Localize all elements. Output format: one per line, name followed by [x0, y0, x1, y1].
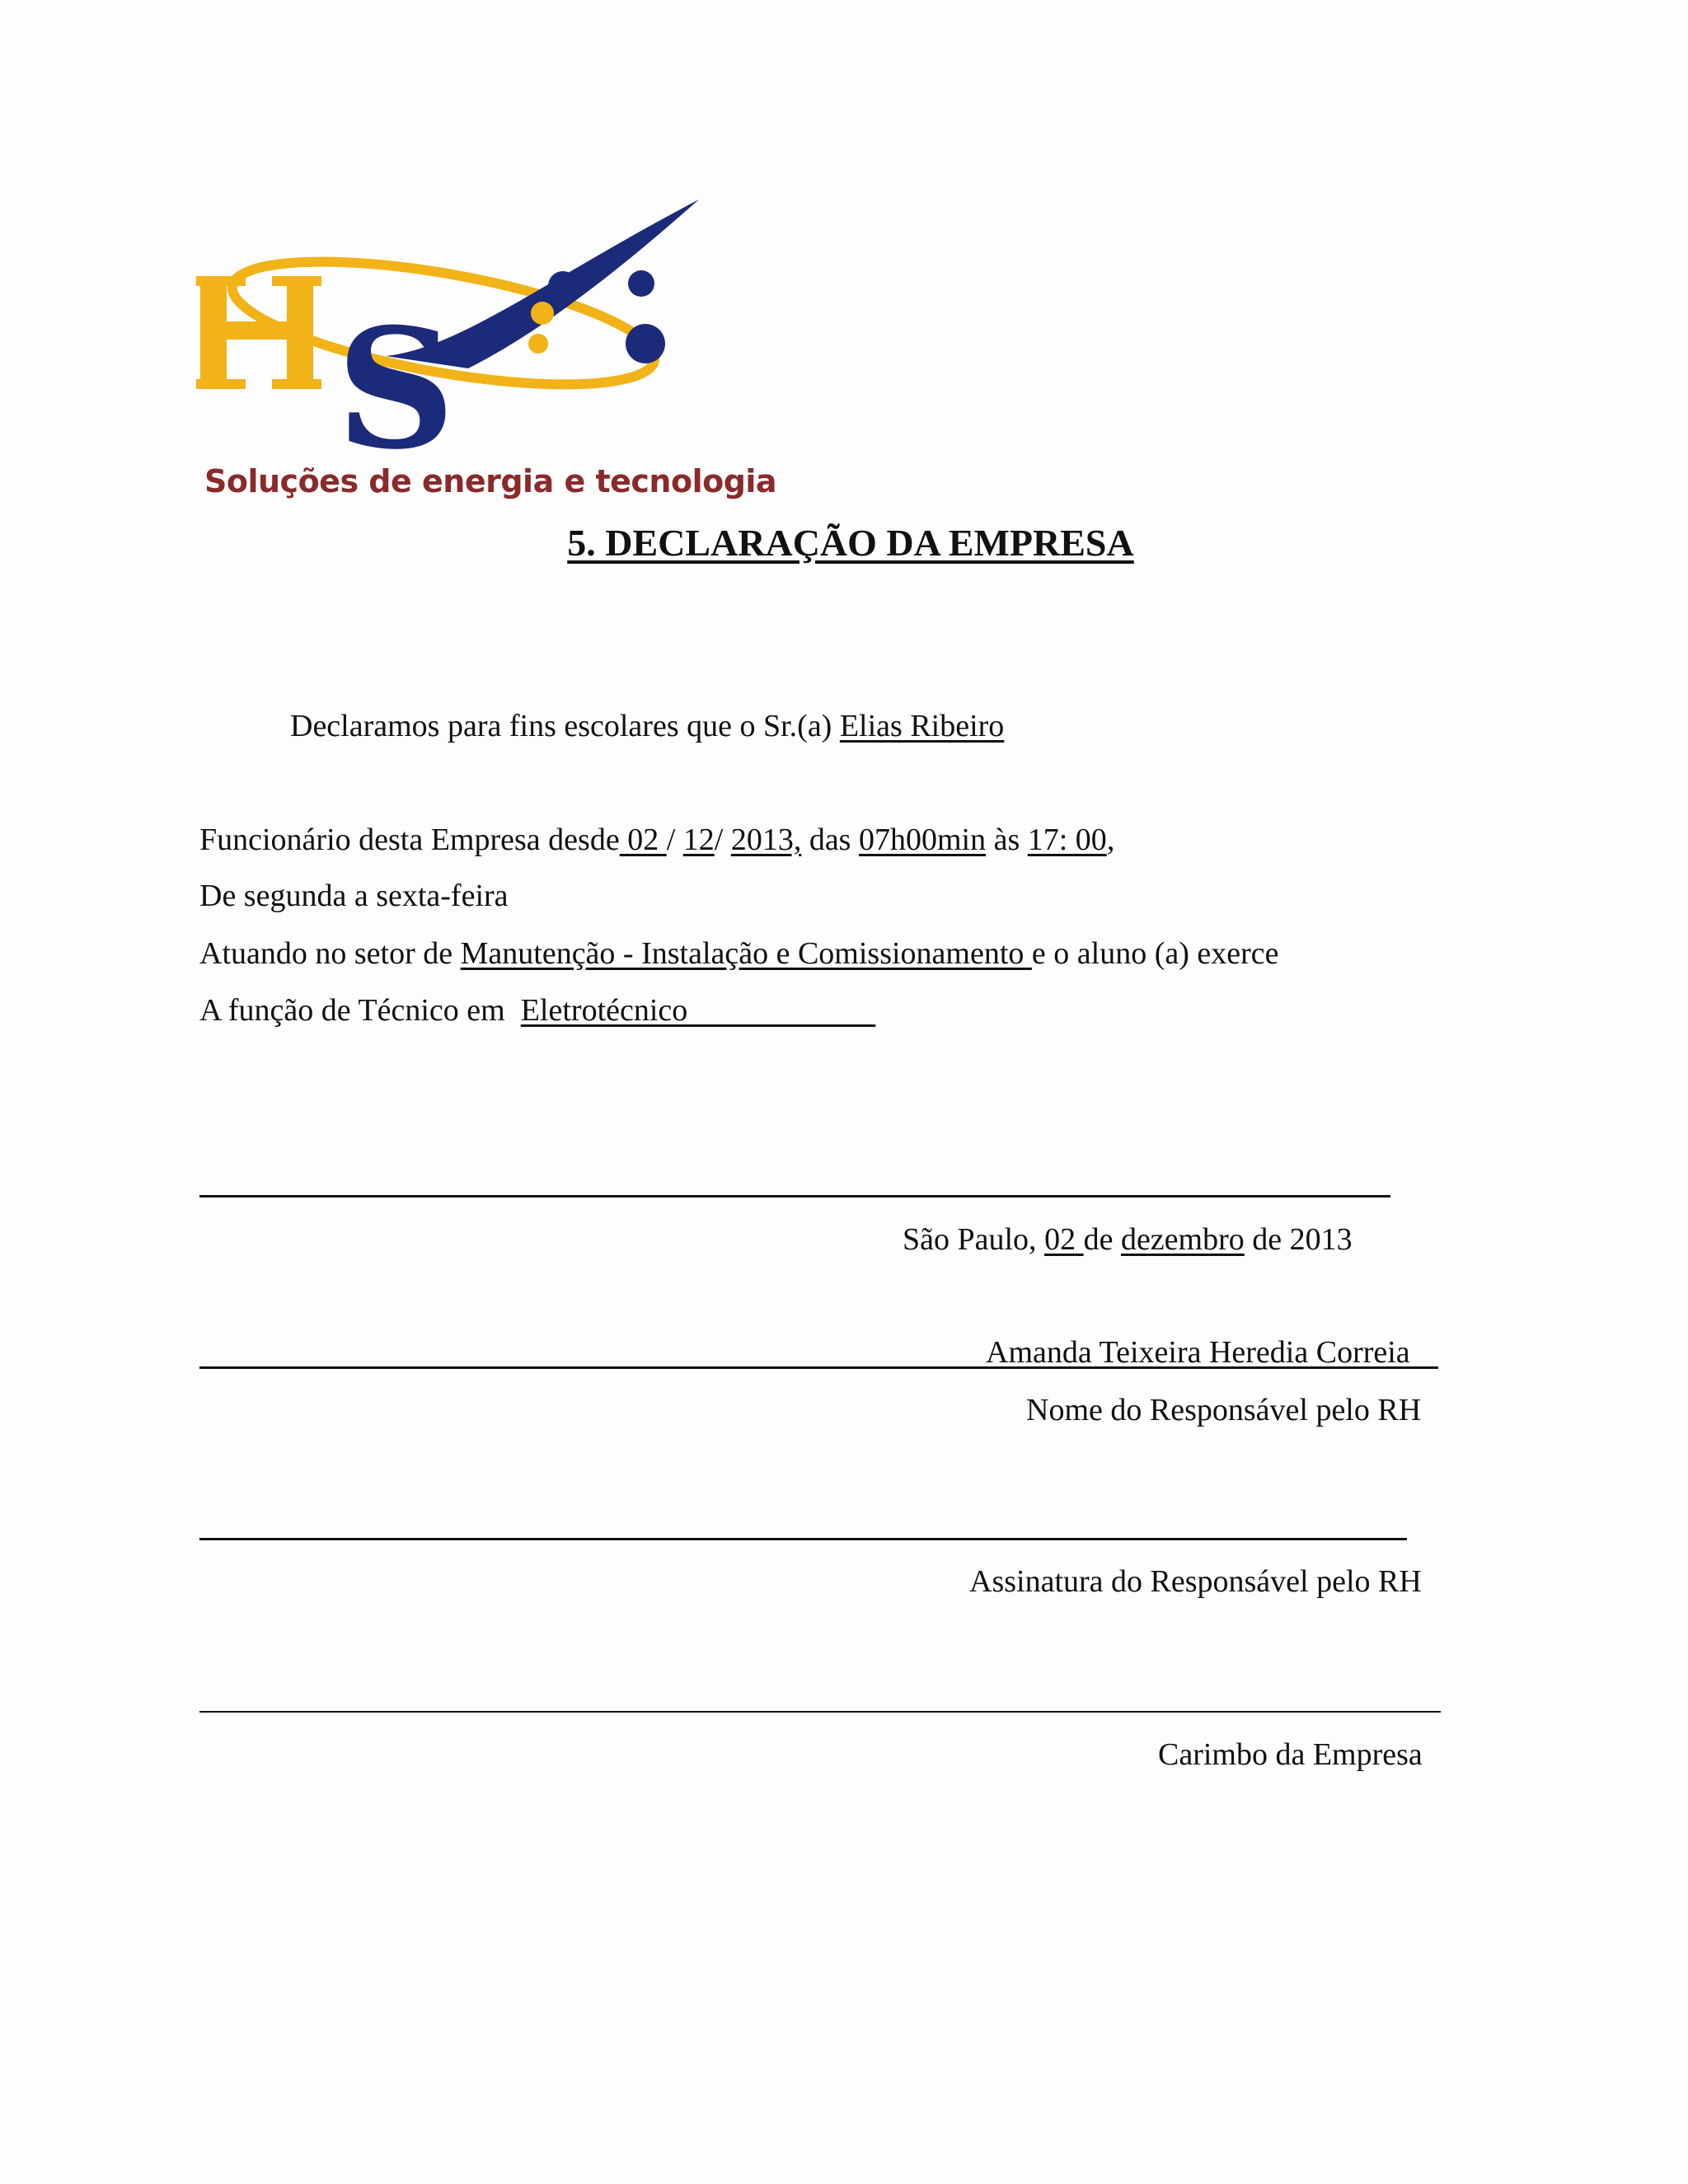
stamp-label: Carimbo da Empresa [1158, 1737, 1423, 1772]
signature-label: Assinatura do Responsável pelo RH [969, 1564, 1422, 1599]
function-name: Eletrotécnico [520, 993, 876, 1028]
start-time: 07h00min [858, 823, 987, 857]
start-day: 02 [619, 823, 667, 857]
employee-name: Elias Ribeiro [839, 709, 1005, 743]
svg-text:S: S [336, 293, 456, 463]
function-line: A função de Técnico em Eletrotécnico [199, 993, 876, 1028]
logo-graphic [196, 191, 707, 463]
logo-caption: Soluções de energia e tecnologia [204, 463, 777, 499]
date-day: 02 [1044, 1222, 1084, 1257]
stamp-rule [199, 1711, 1441, 1713]
declaration-intro-line: Declaramos para fins escolares que o Sr.(a) Elias Ribeiro [290, 709, 1005, 743]
page-title: 5. DECLARAÇÃO DA EMPRESA [567, 522, 1134, 564]
weekdays-line: De segunda a sexta-feira [199, 879, 509, 913]
hr-name-label: Nome do Responsável pelo RH [1026, 1393, 1422, 1427]
divider-line [199, 1195, 1390, 1197]
employment-since-line: Funcionário desta Empresa desde 02 / 12/ 2013, das 07h00min às 17: 00, [199, 823, 1115, 857]
date-line: São Paulo, 02 de dezembro de 2013 [903, 1222, 1353, 1257]
sector-name: Manutenção - Instalação e Comissionamento [460, 936, 1032, 971]
end-time: 17: 00 [1027, 823, 1107, 857]
company-logo [196, 191, 777, 517]
start-year: 2013, [730, 823, 802, 857]
date-month: dezembro [1120, 1222, 1245, 1257]
hr-name: Amanda Teixeira Heredia Correia [986, 1335, 1410, 1370]
sector-line: Atuando no setor de Manutenção - Instalação e Comissionamento e o aluno (a) exerce [199, 936, 1279, 971]
start-month: 12 [682, 823, 715, 857]
signature-rule [199, 1538, 1407, 1540]
